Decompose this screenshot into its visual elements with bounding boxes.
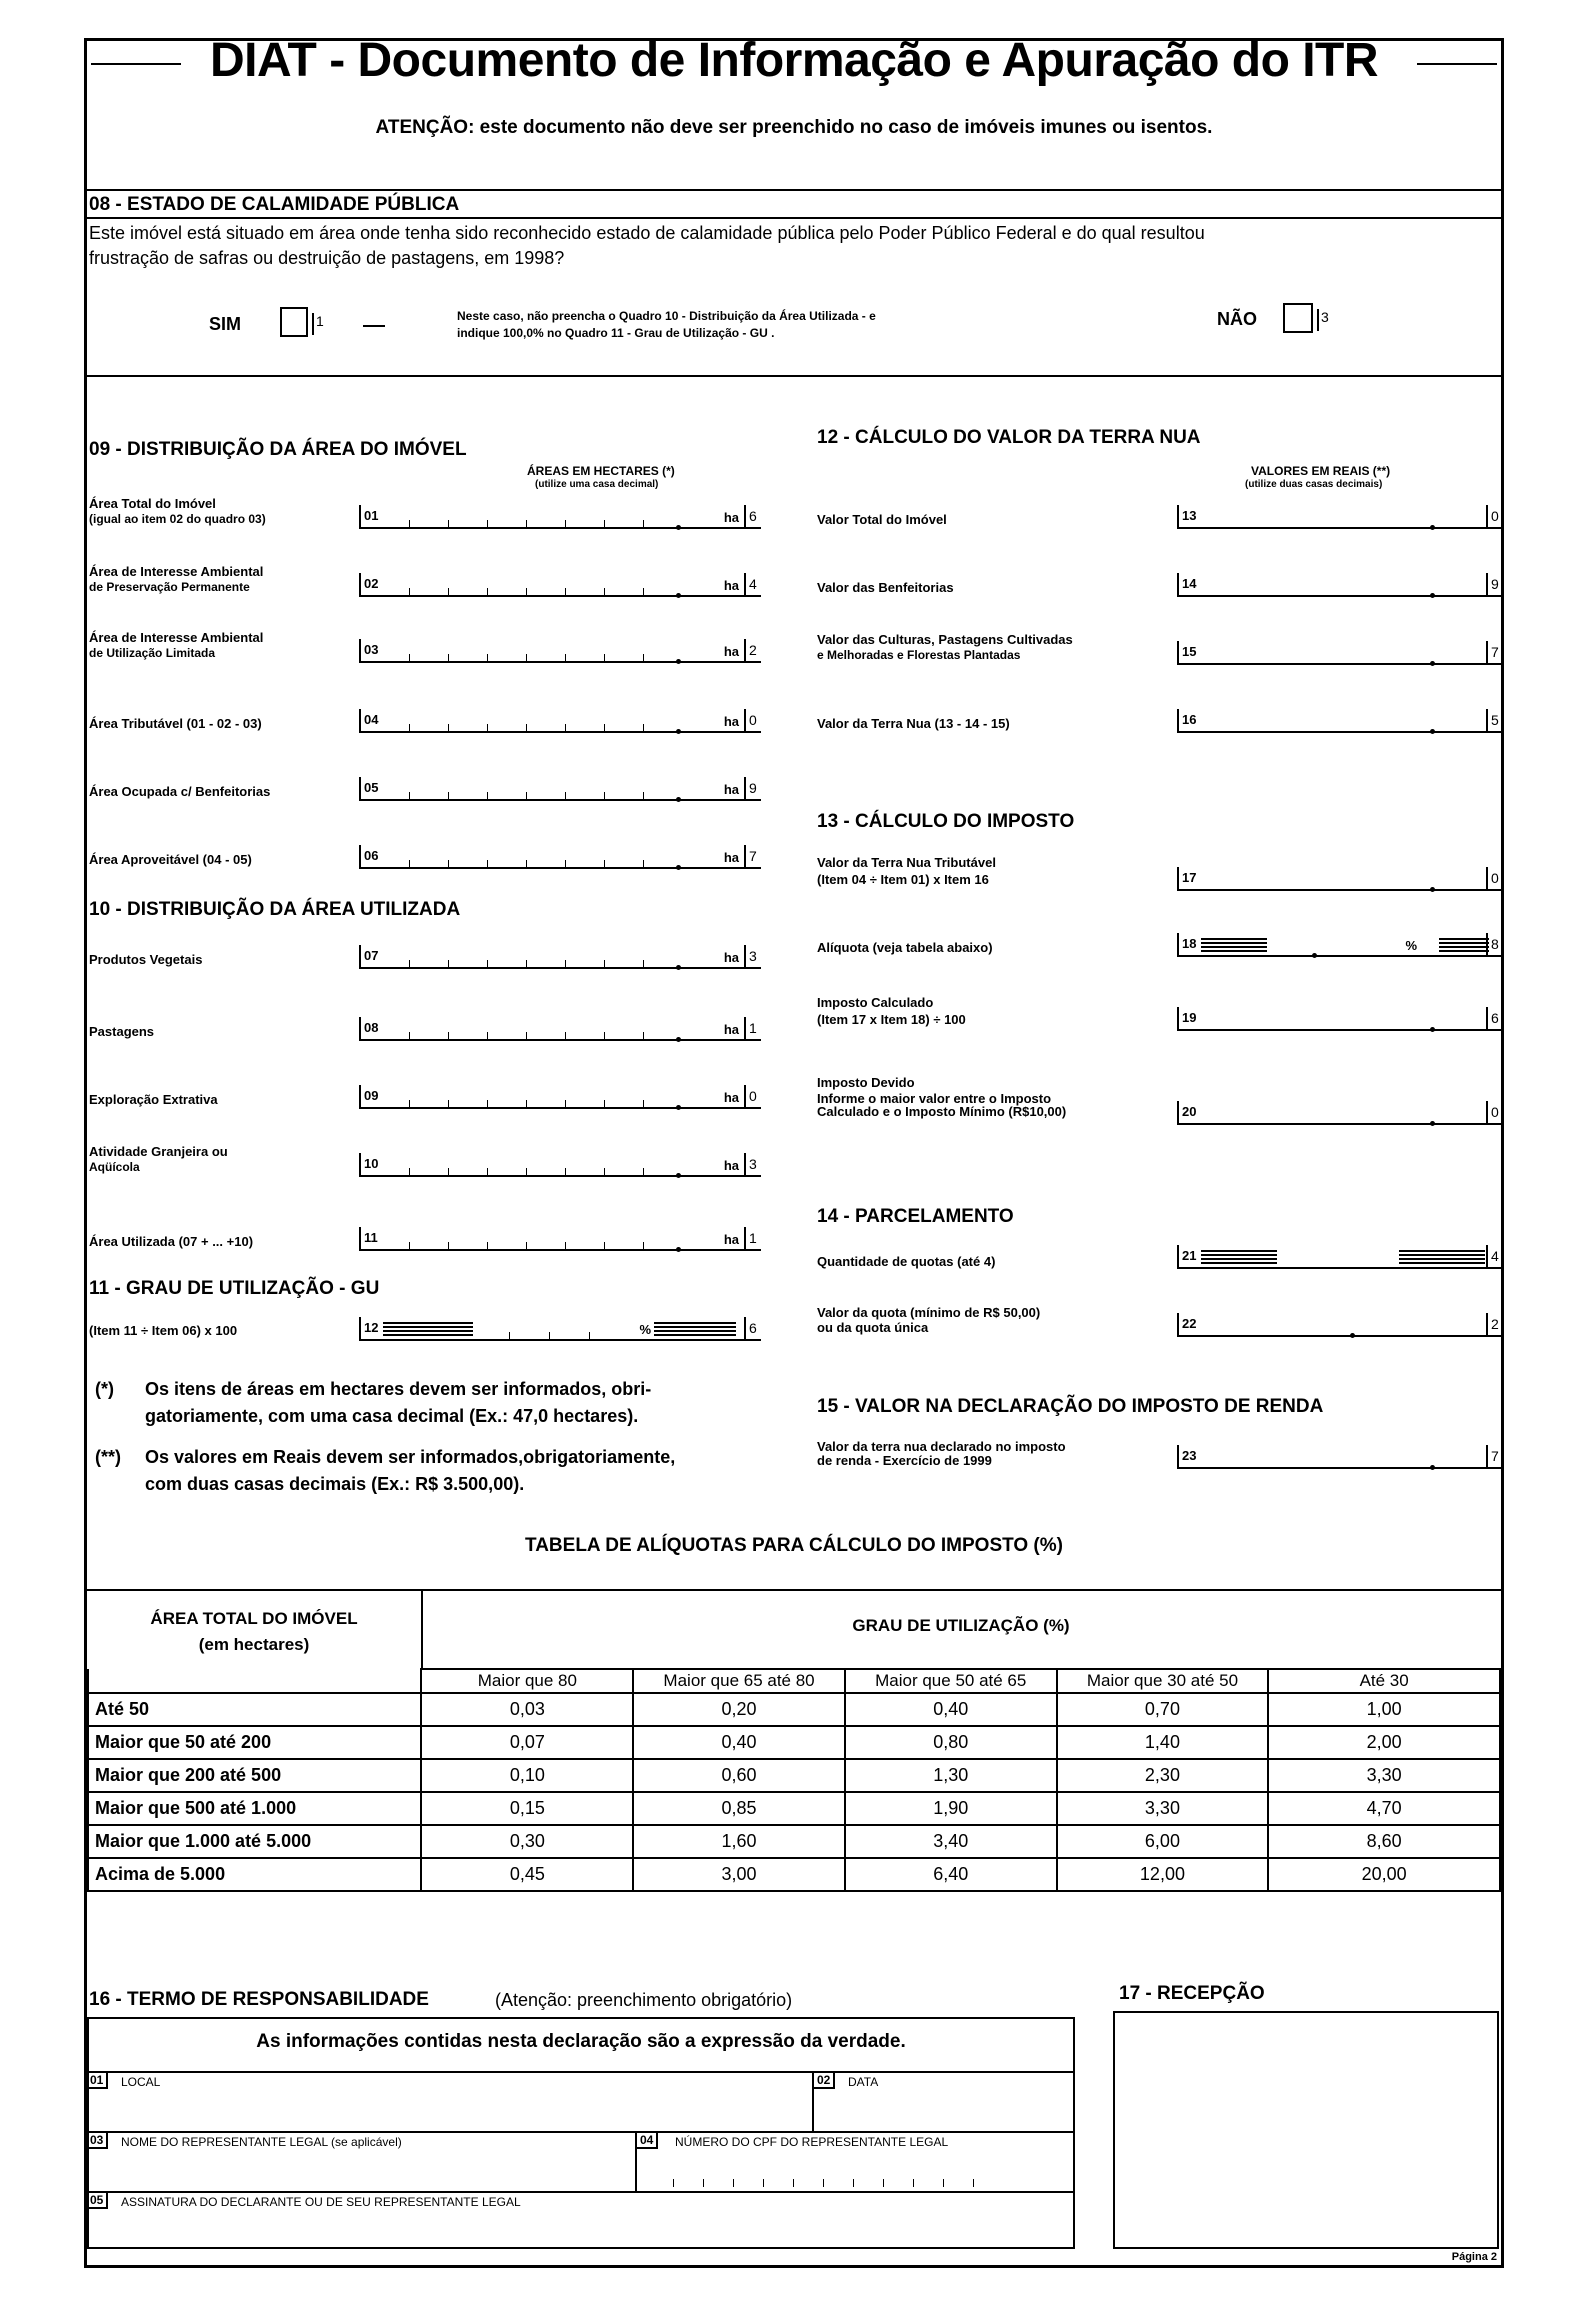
q12-field-number: 14 [1177,573,1196,595]
q12-col-head2: (utilize duas casas decimais) [1245,479,1383,490]
q09-field-01[interactable] [359,505,761,529]
q08-sim-code: 1 [312,313,324,335]
rule-q08-bottom [87,375,1501,377]
aliquota-table [87,1668,1501,1892]
q12-heading: 12 - CÁLCULO DO VALOR DA TERRA NUA [817,427,1201,448]
q10-field-08[interactable] [359,1017,761,1041]
q09-field-05[interactable] [359,777,761,801]
q09-check-digit: 4 [744,573,761,595]
q16-data-field[interactable]: 02 DATA [814,2071,1074,2131]
q10-field-10[interactable] [359,1153,761,1177]
q13-r17-label2: (Item 04 ÷ Item 01) x Item 16 [817,872,989,887]
q10-field-number: 11 [359,1227,378,1249]
q10-unit: ha [723,1022,739,1037]
q10-unit: ha [723,1090,739,1105]
q16-assinatura-field[interactable]: 05 ASSINATURA DO DECLARANTE OU DE SEU REPRESENTANTE LEGAL [87,2191,1075,2249]
q09-label-06: Área Aproveitável (04 - 05) [89,852,252,867]
q12-check-digit: 0 [1486,505,1503,527]
q09-col-head2: (utilize uma casa decimal) [535,479,659,490]
q10-check-digit: 0 [744,1085,761,1107]
q09-check-digit: 2 [744,639,761,661]
q15-label1: Valor da terra nua declarado no imposto [817,1439,1066,1454]
table-cell: 3,00 [633,1858,845,1891]
q09-heading: 09 - DISTRIBUIÇÃO DA ÁREA DO IMÓVEL [89,439,467,460]
table-cell: 0,03 [421,1693,633,1726]
q10-label-07: Produtos Vegetais [89,952,203,967]
q13-field-20[interactable]: 20 0 [1177,1101,1503,1125]
q08-dash [363,325,385,327]
q12-check-digit: 9 [1486,573,1503,595]
table-cell: 8,60 [1268,1825,1500,1858]
q09-sublabel-03: de Utilização Limitada [89,646,216,660]
table-cell: 0,10 [421,1759,633,1792]
q09-unit: ha [723,578,739,593]
q09-field-number: 04 [359,709,378,731]
q10-check-digit: 3 [744,1153,761,1175]
table-cell: 0,40 [633,1726,845,1759]
rule-q08-top [87,189,1501,191]
q08-nao-checkbox[interactable] [1283,303,1313,333]
table-cell: 0,85 [633,1792,845,1825]
q09-unit: ha [723,510,739,525]
q10-check-digit: 1 [744,1227,761,1249]
q09-label-05: Área Ocupada c/ Benfeitorias [89,784,271,799]
q09-sublabel-01: (igual ao item 02 do quadro 03) [89,512,266,526]
q12-label-15: Valor das Culturas, Pastagens Cultivadas [817,632,1073,647]
table-cell: 2,30 [1057,1759,1269,1792]
q16-statement: As informações contidas nesta declaração são a expressão da verdade. [256,2031,906,2052]
q09-unit: ha [723,850,739,865]
q14-field-21[interactable]: 21 4 [1177,1245,1503,1269]
q14-r21-hatch-right [1399,1248,1485,1264]
q09-unit: ha [723,644,739,659]
q08-nao-code: 3 [1317,309,1329,331]
q10-field-09[interactable] [359,1085,761,1109]
table-cell: 1,00 [1268,1693,1500,1726]
table-cell: 1,40 [1057,1726,1269,1759]
q10-field-number: 10 [359,1153,378,1175]
q13-r19-label1: Imposto Calculado [817,995,934,1010]
q12-sublabel-15: e Melhoradas e Florestas Plantadas [817,648,1021,662]
q13-r18-hatch-right [1439,936,1489,952]
q11-gu-field[interactable]: 12 % 6 [359,1317,761,1341]
q09-unit: ha [723,782,739,797]
page-title: DIAT - Documento de Informação e Apuração do ITR [209,34,1379,87]
q08-note-line1: Neste caso, não preencha o Quadro 10 - Distribuição da Área Utilizada - e [457,309,876,323]
q09-check-digit: 6 [744,505,761,527]
q12-label-16: Valor da Terra Nua (13 - 14 - 15) [817,716,1010,731]
attention-note: ATENÇÃO: este documento não deve ser preenchido no caso de imóveis imunes ou isentos. [375,117,1213,138]
q09-label-02: Área de Interesse Ambiental [89,564,264,579]
q10-heading: 10 - DISTRIBUIÇÃO DA ÁREA UTILIZADA [89,899,461,920]
table-column-header: Maior que 80 [421,1669,633,1693]
table-cell: 0,30 [421,1825,633,1858]
q12-field-number: 15 [1177,641,1196,663]
q13-r20-label2: Informe o maior valor entre o Imposto [817,1091,1052,1106]
q13-field-17[interactable]: 17 0 [1177,867,1503,891]
q11-hatch-left [383,1320,473,1336]
table-row [88,1858,1500,1891]
table-cell: 1,90 [845,1792,1057,1825]
table-column-header: Até 30 [1268,1669,1500,1693]
q09-field-06[interactable] [359,845,761,869]
q12-check-digit: 7 [1486,641,1503,663]
table-cell: 6,40 [845,1858,1057,1891]
q08-note-line2: indique 100,0% no Quadro 11 - Grau de Utilização - GU . [457,326,775,340]
rule-table-top [87,1589,1501,1591]
table-cell: 6,00 [1057,1825,1269,1858]
q16-local-field[interactable]: 01 LOCAL [87,2071,812,2131]
q09-field-02[interactable] [359,573,761,597]
table-column-header: Maior que 50 até 65 [845,1669,1057,1693]
table-row-label: Acima de 5.000 [88,1858,421,1891]
table-cell: 0,07 [421,1726,633,1759]
q14-r21-hatch-left [1201,1248,1277,1264]
q13-heading: 13 - CÁLCULO DO IMPOSTO [817,811,1075,832]
table-cell: 4,70 [1268,1792,1500,1825]
table-cell: 20,00 [1268,1858,1500,1891]
table-column-header: Maior que 30 até 50 [1057,1669,1269,1693]
table-row [88,1726,1500,1759]
q09-unit: ha [723,714,739,729]
table-cell: 12,00 [1057,1858,1269,1891]
q10-field-number: 07 [359,945,378,967]
q14-field-22[interactable]: 22 2 [1177,1313,1503,1337]
q13-field-19[interactable]: 19 6 [1177,1007,1503,1031]
q08-text-line2: frustração de safras ou destruição de pastagens, em 1998? [89,248,565,268]
table-cell: 0,15 [421,1792,633,1825]
q10-field-07[interactable] [359,945,761,969]
q15-label2: de renda - Exercício de 1999 [817,1453,992,1468]
rule-q08-head [87,217,1501,219]
q10-label-09: Exploração Extrativa [89,1092,218,1107]
q09-col-head1: ÁREAS EM HECTARES (*) [527,464,675,478]
q17-reception-box[interactable] [1113,2011,1499,2249]
table-row-label: Até 50 [88,1693,421,1726]
table-row [88,1759,1500,1792]
q15-heading: 15 - VALOR NA DECLARAÇÃO DO IMPOSTO DE RENDA [817,1396,1324,1417]
q11-formula: (Item 11 ÷ Item 06) x 100 [89,1323,238,1338]
q10-label-08: Pastagens [89,1024,155,1039]
q12-field-16[interactable] [1177,709,1503,733]
table-row [88,1825,1500,1858]
q11-hatch-right [654,1320,736,1336]
q13-field-18[interactable]: 18 % 8 [1177,933,1503,957]
q10-unit: ha [723,950,739,965]
table-cell: 2,00 [1268,1726,1500,1759]
table-group-header: GRAU DE UTILIZAÇÃO (%) [852,1616,1070,1635]
table-corner-line2: (em hectares) [198,1635,310,1654]
q13-r18-label: Alíquota (veja tabela abaixo) [817,940,993,955]
q08-nao-label: NÃO [1217,309,1257,329]
q11-heading: 11 - GRAU DE UTILIZAÇÃO - GU [89,1278,380,1299]
q10-unit: ha [723,1158,739,1173]
q08-sim-checkbox[interactable] [280,307,308,337]
cpf-digit-ticks [673,2177,1064,2187]
q09-sublabel-02: de Preservação Permanente [89,580,250,594]
q12-field-14[interactable] [1177,573,1503,597]
q16-heading-note: (Atenção: preenchimento obrigatório) [495,1990,793,2010]
note1-mark: (*) [95,1379,114,1399]
q09-label-01: Área Total do Imóvel [89,496,216,511]
q14-r22-label2: ou da quota única [817,1320,929,1335]
q09-field-number: 05 [359,777,378,799]
q13-r19-label2: (Item 17 x Item 18) ÷ 100 [817,1012,966,1027]
table-row-label: Maior que 1.000 até 5.000 [88,1825,421,1858]
q10-field-number: 09 [359,1085,378,1107]
q12-field-15[interactable] [1177,641,1503,665]
table-corner-cell [88,1669,421,1693]
table-row [88,1792,1500,1825]
q09-label-04: Área Tributável (01 - 02 - 03) [89,716,262,731]
q12-field-number: 16 [1177,709,1196,731]
q12-col-head1: VALORES EM REAIS (**) [1251,464,1391,478]
q16-nome-field[interactable]: 03 NOME DO REPRESENTANTE LEGAL (se aplicável) [87,2131,635,2191]
q12-field-13[interactable] [1177,505,1503,529]
q09-field-number: 03 [359,639,378,661]
q13-r20-label1: Imposto Devido [817,1075,915,1090]
table-row-label: Maior que 200 até 500 [88,1759,421,1792]
table-cell: 0,40 [845,1693,1057,1726]
table-cell: 0,60 [633,1759,845,1792]
table-cell: 1,30 [845,1759,1057,1792]
note1-line1: Os itens de áreas em hectares devem ser informados, obri- [145,1379,652,1399]
table-row-label: Maior que 500 até 1.000 [88,1792,421,1825]
table-corner-line1: ÁREA TOTAL DO IMÓVEL [150,1609,358,1628]
page-number: Página 2 [1451,2251,1497,2263]
table-cell: 0,70 [1057,1693,1269,1726]
q12-check-digit: 5 [1486,709,1503,731]
table-cell: 0,45 [421,1858,633,1891]
table-cell: 3,40 [845,1825,1057,1858]
q10-check-digit: 1 [744,1017,761,1039]
q09-field-03[interactable] [359,639,761,663]
q09-check-digit: 9 [744,777,761,799]
q10-sublabel-10: Aqüícola [89,1160,140,1174]
q16-heading: 16 - TERMO DE RESPONSABILIDADE [89,1989,429,2010]
table-cell: 3,30 [1057,1792,1269,1825]
q12-label-14: Valor das Benfeitorias [817,580,954,595]
note2-mark: (**) [95,1447,121,1467]
q09-field-04[interactable] [359,709,761,733]
note1-line2: gatoriamente, com uma casa decimal (Ex.: 47,0 hectares). [145,1406,639,1426]
table-row-label: Maior que 50 até 200 [88,1726,421,1759]
q12-field-number: 13 [1177,505,1196,527]
q12-label-13: Valor Total do Imóvel [817,512,947,527]
q15-field-23[interactable]: 23 7 [1177,1445,1503,1469]
table-row [88,1693,1500,1726]
table-cell: 1,60 [633,1825,845,1858]
q09-check-digit: 0 [744,709,761,731]
note2-line1: Os valores em Reais devem ser informados,obrigatoriamente, [145,1447,676,1467]
q08-sim-label: SIM [209,314,242,334]
q13-r20-label3: Calculado e o Imposto Mínimo (R$10,00) [817,1104,1067,1119]
q09-check-digit: 7 [744,845,761,867]
q10-label-11: Área Utilizada (07 + ... +10) [89,1234,254,1249]
table-cell: 3,30 [1268,1759,1500,1792]
table-title: TABELA DE ALÍQUOTAS PARA CÁLCULO DO IMPOSTO (%) [525,1535,1063,1556]
q13-r17-label1: Valor da Terra Nua Tributável [817,855,996,870]
table-cell: 0,80 [845,1726,1057,1759]
q13-r18-hatch-left [1201,936,1267,952]
note2-line2: com duas casas decimais (Ex.: R$ 3.500,00). [145,1474,525,1494]
q10-field-number: 08 [359,1017,378,1039]
q08-heading: 08 - ESTADO DE CALAMIDADE PÚBLICA [89,194,460,215]
q09-field-number: 02 [359,573,378,595]
q14-r21-label: Quantidade de quotas (até 4) [817,1254,996,1269]
q09-field-number: 06 [359,845,378,867]
q17-heading: 17 - RECEPÇÃO [1119,1983,1265,2004]
q10-label-10: Atividade Granjeira ou [89,1144,228,1159]
q08-text-line1: Este imóvel está situado em área onde tenha sido reconhecido estado de calamidade pública pelo Poder Público Federal e do qual resultou [89,223,1205,243]
q16-cpf-field[interactable]: 04 NÚMERO DO CPF DO REPRESENTANTE LEGAL [637,2131,1074,2191]
q09-label-03: Área de Interesse Ambiental [89,630,264,645]
q10-field-11[interactable] [359,1227,761,1251]
q14-heading: 14 - PARCELAMENTO [817,1206,1014,1227]
q10-unit: ha [723,1232,739,1247]
table-column-header: Maior que 65 até 80 [633,1669,845,1693]
q09-field-number: 01 [359,505,378,527]
table-cell: 0,20 [633,1693,845,1726]
form-page [84,34,1504,2268]
q10-check-digit: 3 [744,945,761,967]
q14-r22-label1: Valor da quota (mínimo de R$ 50,00) [817,1305,1041,1320]
